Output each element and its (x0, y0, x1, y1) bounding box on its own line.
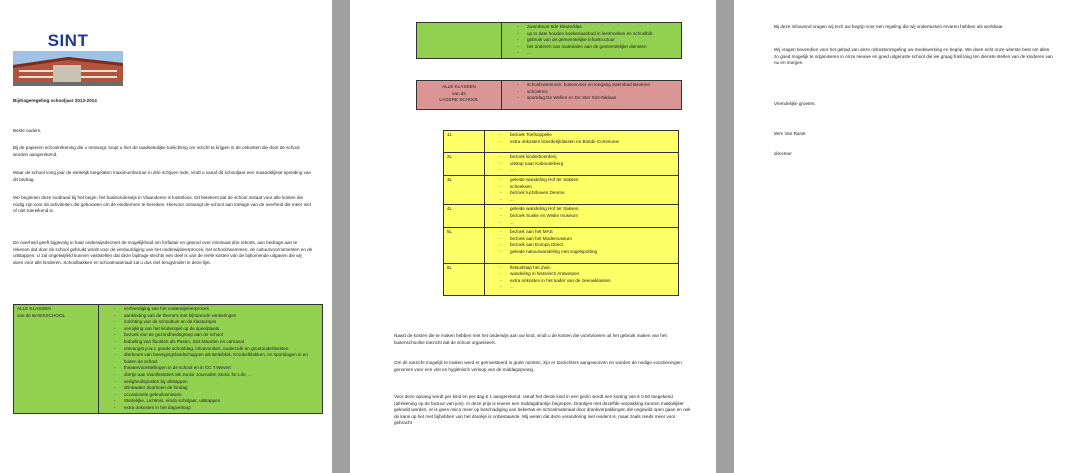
table-items-cell (485, 153, 679, 176)
list-item: - vernijking van het kinderspel op de speelplaats (124, 326, 319, 333)
list-item: - bidoeling van floosten als Pasen, Sint-Maarten en carnaval (124, 339, 319, 346)
table-label: ALLE KLASSEN (442, 84, 476, 89)
table-items-cell (485, 228, 679, 263)
contribution-table-per-class (443, 130, 679, 296)
class-label: 1L (444, 131, 485, 153)
table-row (444, 175, 679, 204)
paragraph: We beginnen deze loodraad bij het begin: het basisonderwijs in Vlaanderen is kosteloos. Dit betekent dat de school instaat voor alle kosten die nodig zijn voor de activiteiten die gebouwen om de eindtermen te bereiken. Hiervoor ontvangt de school aan toelage van de overheid die meer niet of niet toereikend is. (13, 195, 312, 214)
table-row (444, 131, 679, 153)
list-item: - zwembeurt 5de kleuterklas (527, 24, 678, 31)
table-row (444, 153, 679, 176)
list-item: - geleide natuurwandeling met vogelspotting (510, 249, 675, 256)
list-item: - fietsuitstap het Zwin (510, 265, 675, 272)
table-label-cell (417, 23, 502, 59)
list-item: - geleide wandeling Hof ter Saksen (510, 177, 675, 184)
list-item: - ... (510, 220, 675, 227)
list-item: - aankleding van de thema's met bijhorende versieringen (124, 313, 319, 320)
class-label: 3L (444, 175, 485, 204)
table-label-cell (14, 305, 99, 414)
list-item: - bezoek van de gezondheidsgroep aan de school (124, 332, 319, 339)
list-item: - diertje aan manifestaties als Junior Journalist, Music for Life, ... (124, 372, 319, 379)
signature-role: directeur (774, 151, 792, 156)
paragraph: De overheid geeft bijgevolg in haar onderwijsdecreet de mogelijkheid om forfaitair en geprod over minimaal drie rekorts, aan bedrage aan te rekenen dat door de school gebruikt wordt voor de verduurdiging van het onderwijsleerproces, het schoolzwemmen, de cultuurvoornomenten en de uitstappen. U zal ongetwijfeld kunnen vaststellen dat deze bijdrage slechts een deel is van de reële kosten van de bijkomende uitgaven die wij doen voor alle kinderen. Schoolbakken en schoolmateriaal zal u dus niet terugvinden in deze lijst. (13, 240, 313, 265)
list-item: - up to date houden boekenaanbod in leeshoeken en schoolbib (527, 31, 678, 38)
list-item: - bezoek aan Europa Direct (510, 242, 675, 249)
list-item: - dierbeurs van bewegingslandschappen als Beleiblok, Kronkelblokken, en sportdagen in en buiten de school (124, 352, 319, 365)
list-item: - bezoek aan het Modemuseum (510, 236, 675, 243)
table-items-cell (502, 81, 682, 110)
signature-name: Wim Van Ranst (774, 131, 806, 136)
table-label: ALLE KLASSEN (17, 306, 51, 311)
list-item: - bezoek Suske en Wiske museum (510, 213, 675, 220)
list-item: - drinkwater doorheen de fondag (124, 385, 319, 392)
table-label: van de BASISSCHOOL (17, 312, 66, 318)
list-item: - wandeling in historisch Antwerpen (510, 271, 675, 278)
list-item: - extra onkosten in het dagverloop (124, 405, 319, 412)
list-item: - occasionele gebruiksmissen (124, 392, 319, 399)
closing: Vriendelijke groeten, (774, 101, 816, 106)
list-item: - ... (510, 167, 675, 174)
school-logo (13, 32, 123, 86)
document-page-2 (350, 0, 716, 473)
list-item: - extra onkosten boerderijklassen en Bosde Communie (510, 139, 675, 146)
list-item: - bezoek aan het MAS (510, 229, 675, 236)
paragraph: Wij vragen bovendien voor het gehad van deze onkostenregeling uw medewerking en begrip. We doen echt onze uiterste best om alles zo goed mogelijk te organiseren in onze nieuwe en goed uitgeruste school die we graag frisil lang ten dienste stellen van de kinderen van nu en morgen. (774, 47, 1053, 66)
list-item: - Stedelijke, Lichtmis, eindo scholjaar, uitstappen (124, 398, 319, 405)
class-label: 4L (444, 205, 485, 228)
paragraph: Om dit toezicht mogelijk te maken werd er geïnvesteerd in grote ruimten, zijn er toezichters aangeworven en worden de nodige voorzieningen genomen voor een vlot en hygiënisch verloop van de middagopvang. (394, 360, 682, 372)
table-label-cell (417, 81, 502, 110)
list-item: - het onderen van materialen aan de gemeentelijke diensten (527, 44, 678, 51)
school-building-image (13, 51, 123, 86)
table-items-cell (502, 23, 682, 59)
table-items-cell (99, 305, 323, 414)
contribution-table-continued (416, 22, 682, 59)
contribution-table-basisschool (13, 304, 323, 414)
document-page-3 (734, 0, 1068, 473)
class-label: 2L (444, 153, 485, 176)
table-label: LAGERE SCHOOL (439, 97, 479, 103)
class-label: 6L (444, 263, 485, 295)
salutation: Beste ouders, (13, 128, 42, 133)
list-item: - schoolreis (527, 89, 678, 96)
list-item: - bezoek Toefsoppelie (510, 132, 675, 139)
table-row (444, 205, 679, 228)
list-item: - uitstap naar Kabouterberg (510, 161, 675, 168)
list-item: - bezoek luchthaven Deurne (510, 190, 675, 197)
paragraph: Waar de school vorig jaar de wettelijk toegelaten maximumfactuur in drie schijven inde, vindt u vanaf dit schooljaar een maandelijkse spreiding van dit bedrag. (13, 170, 312, 182)
paragraph: Naast de kosten die te maken hebben met het onderwijs aan uw kind, vindt u de kosten die voortvloeien uit het gebruik maken van het buitenschoolse toezicht dat de school organiseert. (394, 333, 667, 345)
paragraph: Bij deze infoavond vragen wij toch uw begrip voor een regeling die wij ondertussen ervaren hebben als werkbaar. (774, 24, 1004, 29)
logo-text: SINT (47, 31, 89, 50)
list-item: - theatervoorstellingen in de school en in CC 't Wevert (124, 365, 319, 372)
table-items-cell (485, 205, 679, 228)
table-items-cell (485, 175, 679, 204)
table-label: van de (452, 90, 466, 96)
table-row (444, 263, 679, 295)
list-item: - bezoek kinderboerderij (510, 154, 675, 161)
contribution-table-lagere-school (416, 80, 682, 110)
table-items-cell (485, 263, 679, 295)
document-page-1 (0, 0, 332, 473)
list-item: - ... (527, 50, 678, 57)
list-item: - ... (510, 284, 675, 291)
list-item: - inrichting van de schooltuin en de klastuintjes (124, 319, 319, 326)
list-item: - veiligheidsposten bij uitstappen (124, 379, 319, 386)
list-item: - ... (510, 197, 675, 204)
list-item: - ontvangst p.w.v. goede schooldag, infoavonden, oudercafé en grootouderfeesten (124, 346, 319, 353)
paragraph: Voor deze opvang wordt per kind en per dag € 1 aangerekend. Vanaf het derde kind in een gezin wordt een korting van € 0.50 toegekend (afrekening op de factuur van juni). In deze prijs is tevens een middagdrankje begrepen. Drankjes met dezelfde verpakking kunnen makkelijker gekoeld worden, er is geen risico meer op beschadiging van bekertas en schoolmateriaal door drankverpakkingen die ongewild open gaan en ook de kans op het met bijhebben van het drankje is onbestaande. Wij weten dat deze verandering niet evident is, maar zoals reeds meer voor gebracht (394, 394, 691, 426)
table-items-cell (485, 131, 679, 153)
list-item: - extra onkosten in het kader van de zeeuwklassen (510, 278, 675, 285)
table-row (444, 228, 679, 263)
class-label: 5L (444, 228, 485, 263)
list-item: - geleide wandeling Hof ter Saksen (510, 206, 675, 213)
list-item: - schoolzwemmen: busvervoer en toegang zwembad Beveren (527, 82, 678, 89)
list-item: - scheeksen (510, 184, 675, 191)
document-title: Bijdrageregeling schooljaar 2013-2014 (13, 98, 97, 103)
list-item: - verfverdiging van het onderwijsleerproces (124, 306, 319, 313)
list-item: - gebruik van de gemeentelijke infrastructuur (527, 37, 678, 44)
paragraph: Bij de papieren schoolrekening die u ontvangt, loopt u hier de raadsekalijke toelichting om inzicht te krijgen in de onkosten die door de school worden aangerekend. (13, 145, 300, 157)
list-item: - sportdag De Wellen en De Ster Sint-Niklaas (527, 95, 678, 102)
